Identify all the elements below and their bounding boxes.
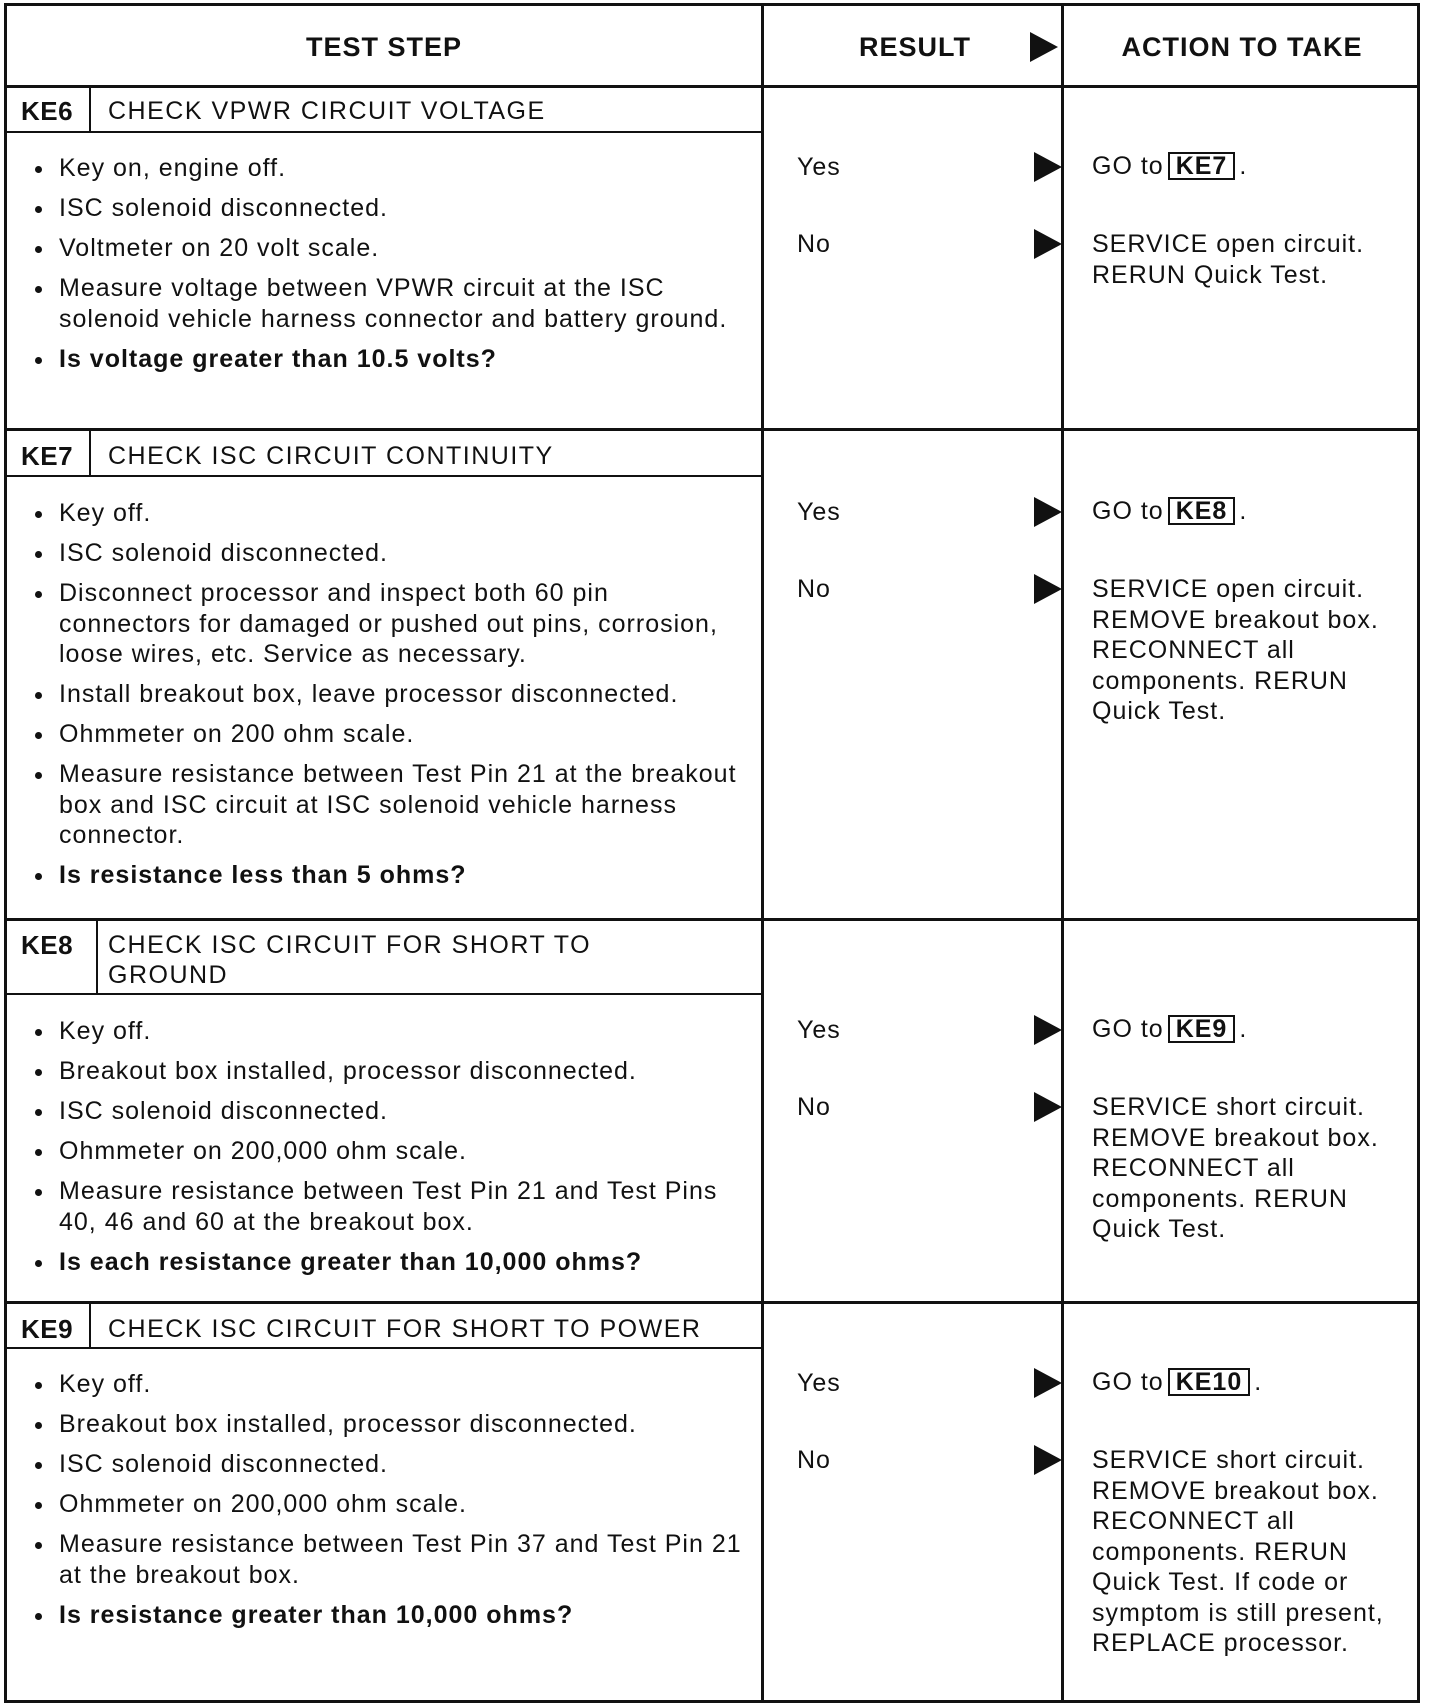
action-yes [1092, 496, 1412, 527]
list-item: ISC solenoid disconnected. [29, 1449, 749, 1480]
section-rule [7, 1301, 1417, 1304]
action-period: . [1239, 152, 1248, 180]
list-item: Breakout box installed, processor disconnected. [29, 1409, 749, 1440]
step-title: CHECK ISC CIRCUIT FOR SHORT TO GROUND [108, 931, 592, 989]
list-item: ISC solenoid disconnected. [29, 538, 749, 569]
arrow-icon [1034, 1445, 1062, 1475]
step-reference-ke9[interactable]: KE9 [1168, 1015, 1236, 1043]
result-no: No [797, 230, 831, 258]
action-no: SERVICE open circuit. REMOVE breakout box. RECONNECT all components. RERUN Quick Test. [1092, 575, 1379, 725]
list-item: Measure voltage between VPWR circuit at the ISC solenoid vehicle harness connector and battery ground. [29, 273, 749, 334]
code-divider [89, 88, 91, 133]
arrow-icon [1034, 1092, 1062, 1122]
title-rule [7, 475, 761, 477]
header-result: RESULT [859, 31, 971, 62]
step-code: KE6 [21, 96, 74, 126]
result-no: No [797, 1093, 831, 1121]
step-code: KE8 [21, 930, 74, 960]
diagnostic-table [4, 3, 1420, 1703]
step-title: CHECK ISC CIRCUIT CONTINUITY [108, 442, 554, 470]
step-reference-ke10[interactable]: KE10 [1168, 1368, 1251, 1396]
header-test-step: TEST STEP [305, 31, 463, 62]
step-list [29, 1369, 749, 1640]
list-item: Key off. [29, 498, 749, 529]
arrow-icon [1034, 574, 1062, 604]
step-code: KE7 [21, 441, 74, 471]
result-yes: Yes [797, 1369, 841, 1397]
action-period: . [1239, 497, 1248, 525]
result-yes: Yes [797, 1016, 841, 1044]
list-item: Key off. [29, 1369, 749, 1400]
list-item: Voltmeter on 20 volt scale. [29, 233, 749, 264]
action-go-to: GO to [1092, 497, 1164, 525]
step-question: Is resistance less than 5 ohms? [29, 860, 749, 891]
list-item: Breakout box installed, processor disconnected. [29, 1056, 749, 1087]
action-no: SERVICE open circuit. RERUN Quick Test. [1092, 230, 1365, 289]
step-reference-ke7[interactable]: KE7 [1168, 152, 1236, 180]
step-question: Is resistance greater than 10,000 ohms? [29, 1600, 749, 1631]
result-yes: Yes [797, 153, 841, 181]
action-yes [1092, 151, 1412, 182]
arrow-icon [1034, 1015, 1062, 1045]
column-divider-result [761, 6, 764, 1700]
action-go-to: GO to [1092, 1015, 1164, 1043]
arrow-icon [1034, 1368, 1062, 1398]
header-rule [7, 85, 1417, 88]
step-list [29, 498, 749, 900]
action-go-to: GO to [1092, 152, 1164, 180]
list-item: Ohmmeter on 200,000 ohm scale. [29, 1489, 749, 1520]
list-item: Measure resistance between Test Pin 21 and Test Pins 40, 46 and 60 at the breakout box. [29, 1176, 749, 1237]
list-item: Install breakout box, leave processor disconnected. [29, 679, 749, 710]
title-rule [7, 993, 761, 995]
title-rule [7, 131, 761, 133]
action-no: SERVICE short circuit. REMOVE breakout box. RECONNECT all components. RERUN Quick Test. If code or symptom is still present, REPLACE processor. [1092, 1446, 1384, 1657]
arrow-icon [1034, 497, 1062, 527]
action-yes [1092, 1014, 1412, 1045]
arrow-icon [1034, 229, 1062, 259]
action-period: . [1254, 1368, 1263, 1396]
list-item: ISC solenoid disconnected. [29, 1096, 749, 1127]
list-item: Disconnect processor and inspect both 60 pin connectors for damaged or pushed out pins, corrosion, loose wires, etc. Service as necessary. [29, 578, 749, 670]
step-title: CHECK VPWR CIRCUIT VOLTAGE [108, 97, 546, 125]
code-divider [96, 921, 98, 995]
section-rule [7, 918, 1417, 921]
list-item: Measure resistance between Test Pin 21 at the breakout box and ISC circuit at ISC solenoid vehicle harness connector. [29, 759, 749, 851]
code-divider [89, 431, 91, 477]
step-question: Is each resistance greater than 10,000 ohms? [29, 1247, 749, 1278]
list-item: ISC solenoid disconnected. [29, 193, 749, 224]
arrow-icon [1034, 152, 1062, 182]
action-period: . [1239, 1015, 1248, 1043]
step-question: Is voltage greater than 10.5 volts? [29, 344, 749, 375]
result-no: No [797, 1446, 831, 1474]
step-list [29, 153, 749, 384]
result-no: No [797, 575, 831, 603]
action-go-to: GO to [1092, 1368, 1164, 1396]
result-yes: Yes [797, 498, 841, 526]
list-item: Key off. [29, 1016, 749, 1047]
header-arrow-icon [1030, 32, 1058, 62]
list-item: Key on, engine off. [29, 153, 749, 184]
step-title: CHECK ISC CIRCUIT FOR SHORT TO POWER [108, 1315, 702, 1343]
list-item: Measure resistance between Test Pin 37 and Test Pin 21 at the breakout box. [29, 1529, 749, 1590]
section-rule [7, 428, 1417, 431]
step-list [29, 1016, 749, 1287]
header-action: ACTION TO TAKE [1121, 31, 1363, 62]
action-no: SERVICE short circuit. REMOVE breakout box. RECONNECT all components. RERUN Quick Test. [1092, 1093, 1379, 1243]
title-rule [7, 1347, 761, 1349]
step-code: KE9 [21, 1314, 74, 1344]
list-item: Ohmmeter on 200,000 ohm scale. [29, 1136, 749, 1167]
step-reference-ke8[interactable]: KE8 [1168, 497, 1236, 525]
code-divider [89, 1304, 91, 1349]
list-item: Ohmmeter on 200 ohm scale. [29, 719, 749, 750]
action-yes [1092, 1367, 1412, 1398]
